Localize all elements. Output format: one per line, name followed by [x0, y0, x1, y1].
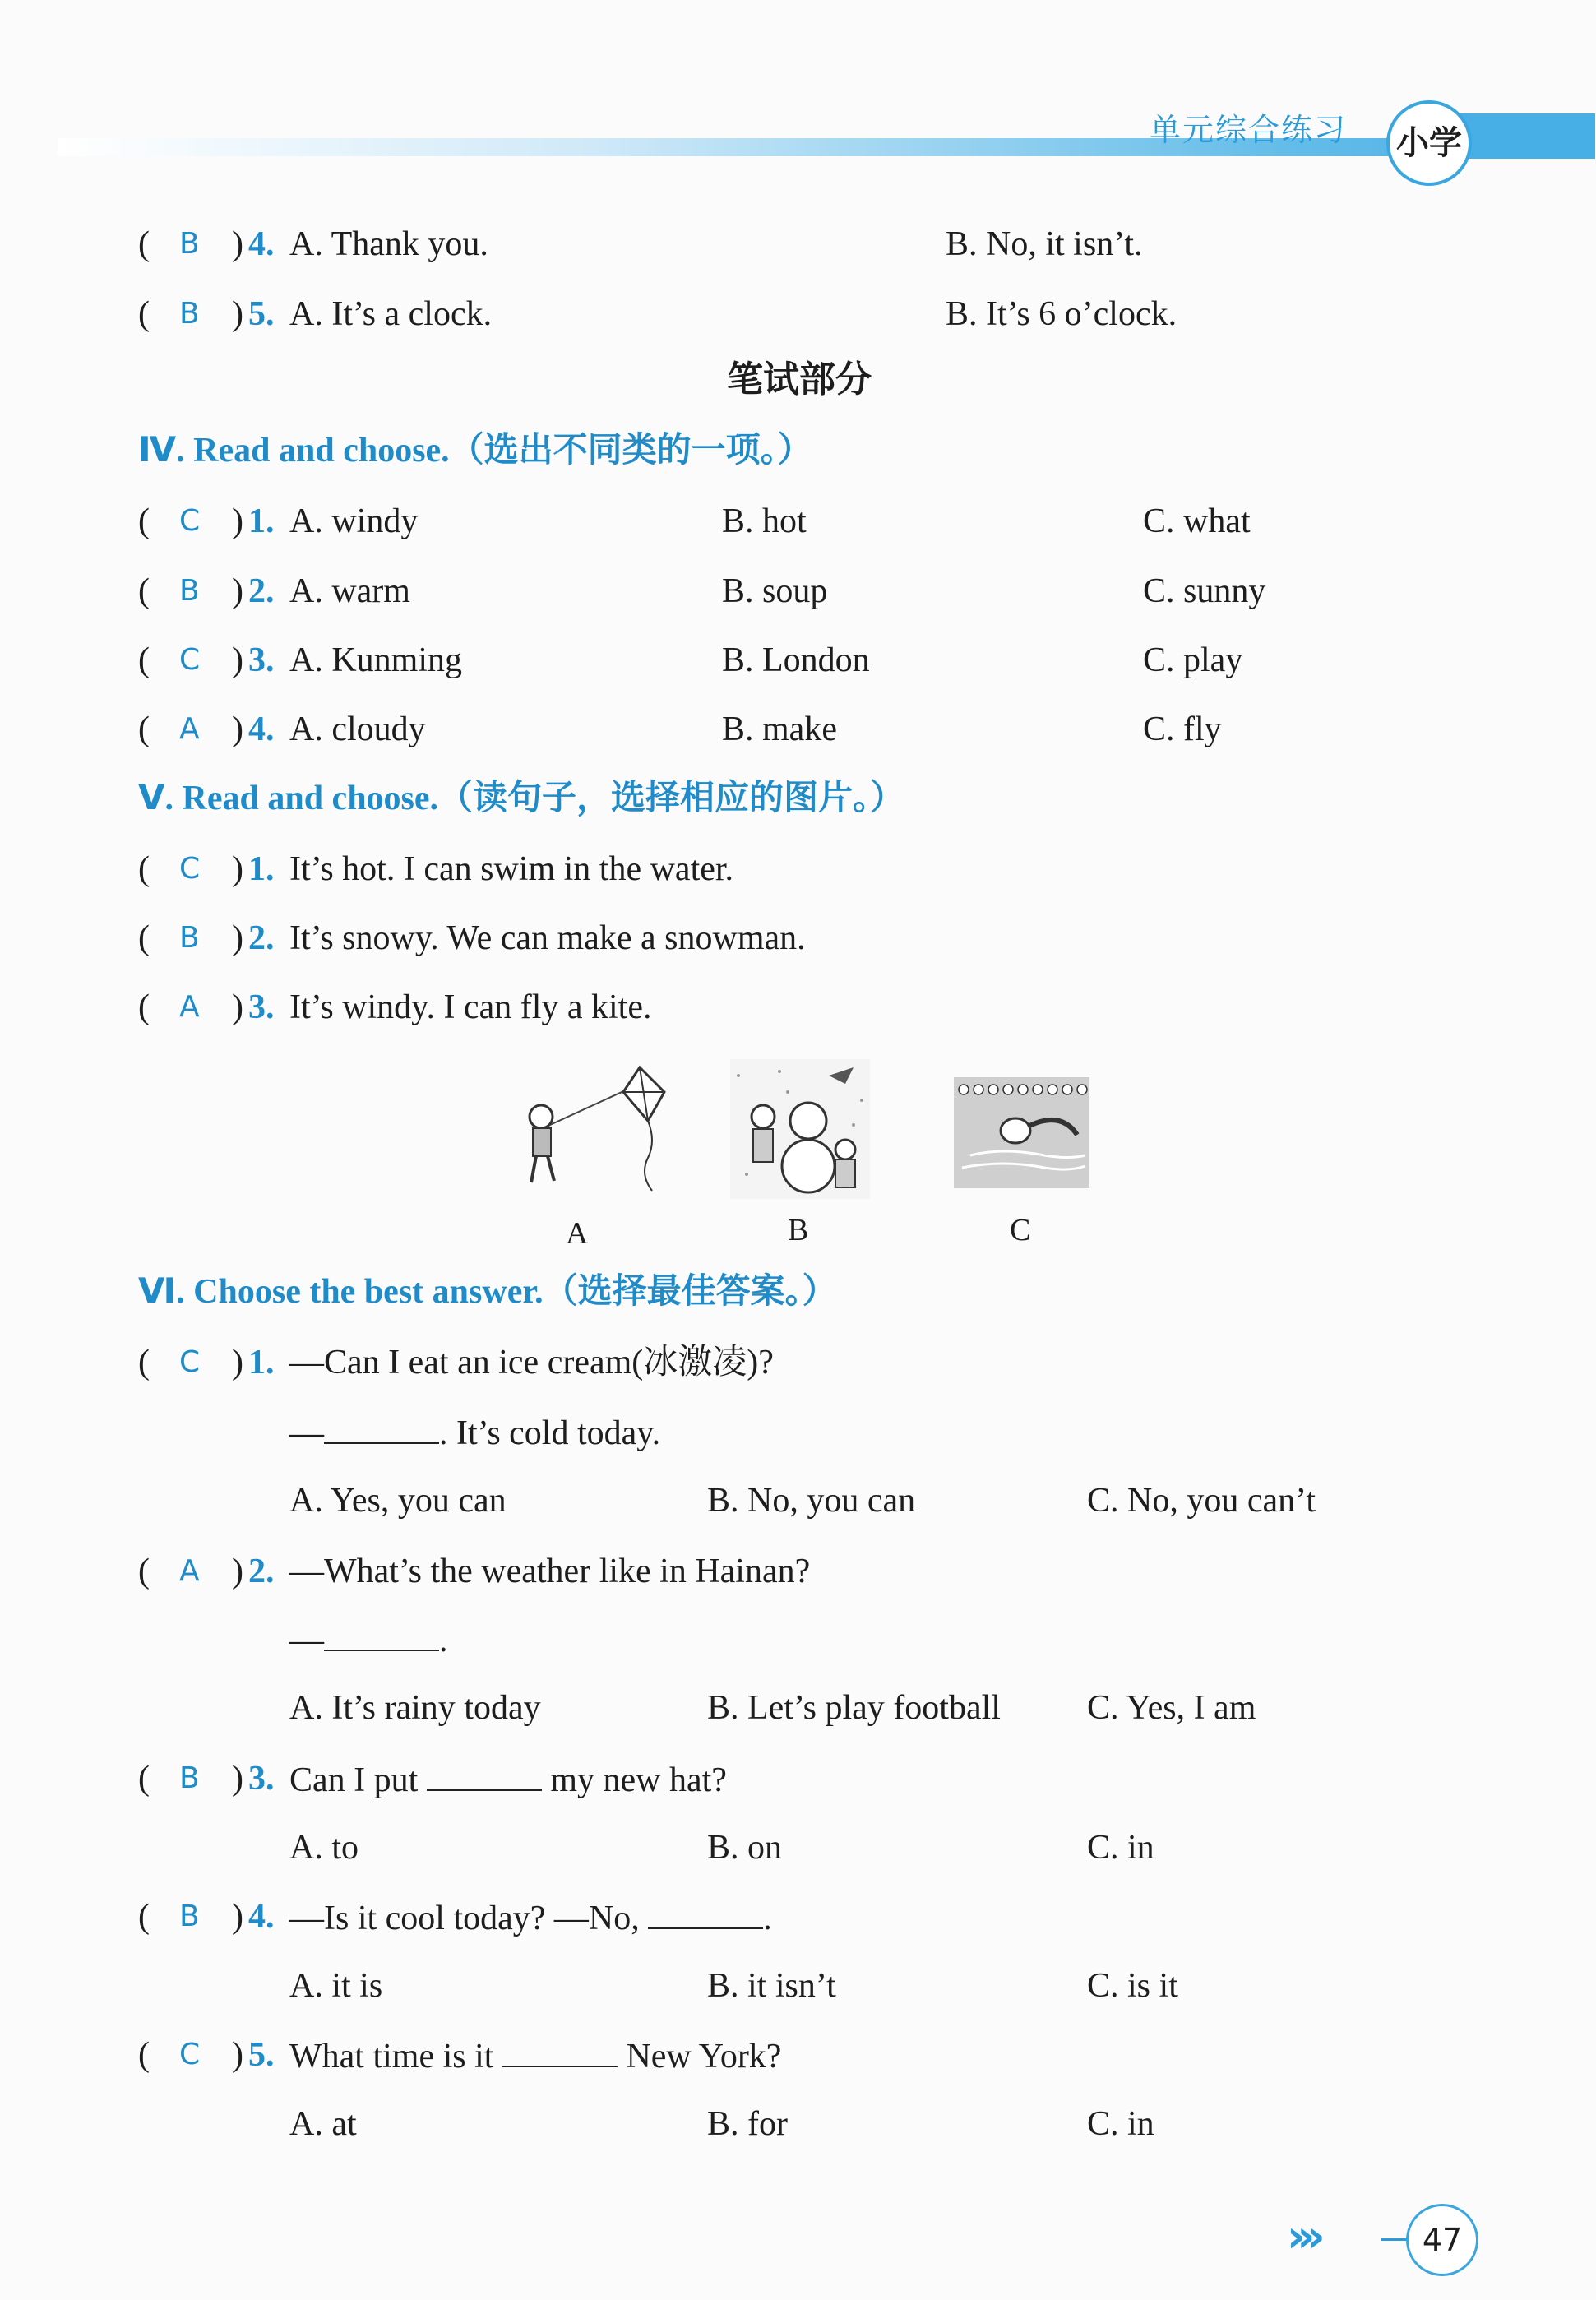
option-b: B. It’s 6 o’clock.: [946, 295, 1177, 333]
paren-open: (: [138, 295, 150, 333]
answer-line-text: .: [439, 1622, 448, 1659]
snowman-picture: [730, 1059, 870, 1199]
paren-open: (: [138, 1898, 150, 1936]
question-suffix: New York?: [626, 2038, 782, 2076]
question-text: —Can I eat an ice cream(冰激凌)?: [289, 1344, 774, 1381]
option-b: B. No, it isn’t.: [946, 225, 1143, 263]
written-part-title: 笔试部分: [727, 359, 872, 400]
option-a: A. to: [289, 1829, 359, 1867]
answer-line: [289, 1411, 660, 1454]
image-label-c: C: [1010, 1213, 1031, 1247]
paren-close: ): [232, 710, 243, 748]
sentence: It’s hot. I can swim in the water.: [289, 850, 734, 888]
question-number: 3.: [248, 1760, 275, 1798]
question-number: 5.: [248, 2036, 275, 2074]
option-c: C. Yes, I am: [1087, 1689, 1256, 1727]
question-text: [289, 1896, 772, 1939]
paren-close: ): [232, 572, 243, 610]
header-title: 单元综合练习: [1150, 112, 1348, 148]
image-label-b: B: [788, 1213, 809, 1247]
option-a: A. Yes, you can: [289, 1482, 507, 1520]
option-c: C. play: [1143, 641, 1243, 679]
question-number: 1.: [248, 1344, 275, 1381]
blank: [324, 1411, 439, 1444]
paren-close: ): [232, 1553, 243, 1590]
answer: A: [179, 712, 200, 746]
swimming-picture: [954, 1077, 1089, 1188]
option-c: C. in: [1087, 2105, 1154, 2143]
question-number: 4.: [248, 710, 275, 748]
option-a: A. windy: [289, 502, 419, 540]
answer-line-text: . It’s cold today.: [439, 1414, 661, 1452]
paren-open: (: [138, 1760, 150, 1798]
paren-open: (: [138, 2036, 150, 2074]
paren-close: ): [232, 1344, 243, 1381]
section-5-title: Ⅴ. Read and choose.（读句子，选择相应的图片。）: [138, 780, 905, 817]
sentence: It’s snowy. We can make a snowman.: [289, 919, 806, 957]
option-a: A. at: [289, 2105, 357, 2143]
arrow-line: [1381, 2238, 1408, 2241]
paren-close: ): [232, 850, 243, 888]
paren-open: (: [138, 225, 150, 263]
question-number: 3.: [248, 641, 275, 679]
option-c: C. in: [1087, 1829, 1154, 1867]
blank: [427, 1758, 542, 1791]
question-number: 4.: [248, 1898, 275, 1936]
paren-open: (: [138, 919, 150, 957]
option-c: C. No, you can’t: [1087, 1482, 1316, 1520]
arrows-icon: ›››: [1287, 2210, 1317, 2262]
question-text: —What’s the weather like in Hainan?: [289, 1553, 811, 1590]
option-c: C. sunny: [1143, 572, 1266, 610]
option-b: B. soup: [722, 572, 828, 610]
sentence: It’s windy. I can fly a kite.: [289, 988, 652, 1026]
question-prefix: What time is it: [289, 2038, 494, 2076]
option-b: B. it isn’t: [707, 1967, 836, 2005]
option-b: B. hot: [722, 502, 807, 540]
answer: C: [179, 2038, 201, 2071]
dash: —: [289, 1622, 324, 1659]
blank: [324, 1618, 439, 1651]
option-a: A. It’s rainy today: [289, 1689, 541, 1727]
answer: C: [179, 504, 201, 538]
question-text: [289, 2034, 781, 2077]
option-b: B. on: [707, 1829, 783, 1867]
section-6-title: Ⅵ. Choose the best answer.（选择最佳答案。）: [138, 1273, 837, 1311]
option-a: A. it is: [289, 1967, 383, 2005]
header-badge: 小学: [1386, 100, 1472, 186]
paren-open: (: [138, 641, 150, 679]
option-b: B. No, you can: [707, 1482, 916, 1520]
paren-close: ): [232, 1760, 243, 1798]
option-c: C. is it: [1087, 1967, 1178, 2005]
option-c: C. what: [1143, 502, 1251, 540]
option-b: B. London: [722, 641, 870, 679]
answer: B: [179, 1761, 200, 1795]
option-a: A. It’s a clock.: [289, 295, 493, 333]
paren-open: (: [138, 1344, 150, 1381]
question-number: 4.: [248, 225, 275, 263]
answer: B: [179, 297, 200, 331]
question-prefix: —Is it cool today? —No,: [289, 1900, 640, 1937]
paren-open: (: [138, 1553, 150, 1590]
paren-open: (: [138, 502, 150, 540]
option-a: A. Kunming: [289, 641, 462, 679]
kite-picture: [516, 1059, 689, 1199]
paren-open: (: [138, 850, 150, 888]
question-number: 1.: [248, 502, 275, 540]
paren-close: ): [232, 502, 243, 540]
paren-close: ): [232, 641, 243, 679]
answer: A: [179, 990, 200, 1024]
blank: [648, 1896, 763, 1929]
option-a: A. Thank you.: [289, 225, 488, 263]
option-b: B. make: [722, 710, 837, 748]
page-number: 47: [1406, 2204, 1478, 2276]
option-a: A. warm: [289, 572, 410, 610]
paren-close: ): [232, 225, 243, 263]
section-4-title: Ⅳ. Read and choose.（选出不同类的一项。）: [138, 432, 812, 470]
question-number: 1.: [248, 850, 275, 888]
question-number: 2.: [248, 572, 275, 610]
option-a: A. cloudy: [289, 710, 426, 748]
answer: C: [179, 1345, 201, 1379]
paren-close: ): [232, 2036, 243, 2074]
paren-open: (: [138, 988, 150, 1026]
question-number: 5.: [248, 295, 275, 333]
question-text: [289, 1758, 727, 1801]
answer: B: [179, 574, 200, 608]
question-number: 3.: [248, 988, 275, 1026]
answer: B: [179, 227, 200, 261]
answer: B: [179, 1900, 200, 1933]
answer: C: [179, 852, 201, 886]
option-c: C. fly: [1143, 710, 1222, 748]
answer: C: [179, 643, 201, 677]
paren-close: ): [232, 295, 243, 333]
header-bar: [58, 138, 1587, 156]
answer: B: [179, 921, 200, 955]
paren-open: (: [138, 710, 150, 748]
question-number: 2.: [248, 1553, 275, 1590]
question-suffix: .: [763, 1900, 772, 1937]
answer: A: [179, 1554, 200, 1588]
question-prefix: Can I put: [289, 1761, 419, 1799]
image-label-a: A: [566, 1216, 589, 1251]
blank: [502, 2034, 618, 2067]
paren-close: ): [232, 919, 243, 957]
option-b: B. for: [707, 2105, 788, 2143]
paren-close: ): [232, 1898, 243, 1936]
option-b: B. Let’s play football: [707, 1689, 1001, 1727]
answer-line: [289, 1618, 448, 1661]
paren-open: (: [138, 572, 150, 610]
question-suffix: my new hat?: [550, 1761, 727, 1799]
question-number: 2.: [248, 919, 275, 957]
paren-close: ): [232, 988, 243, 1026]
dash: —: [289, 1414, 324, 1452]
